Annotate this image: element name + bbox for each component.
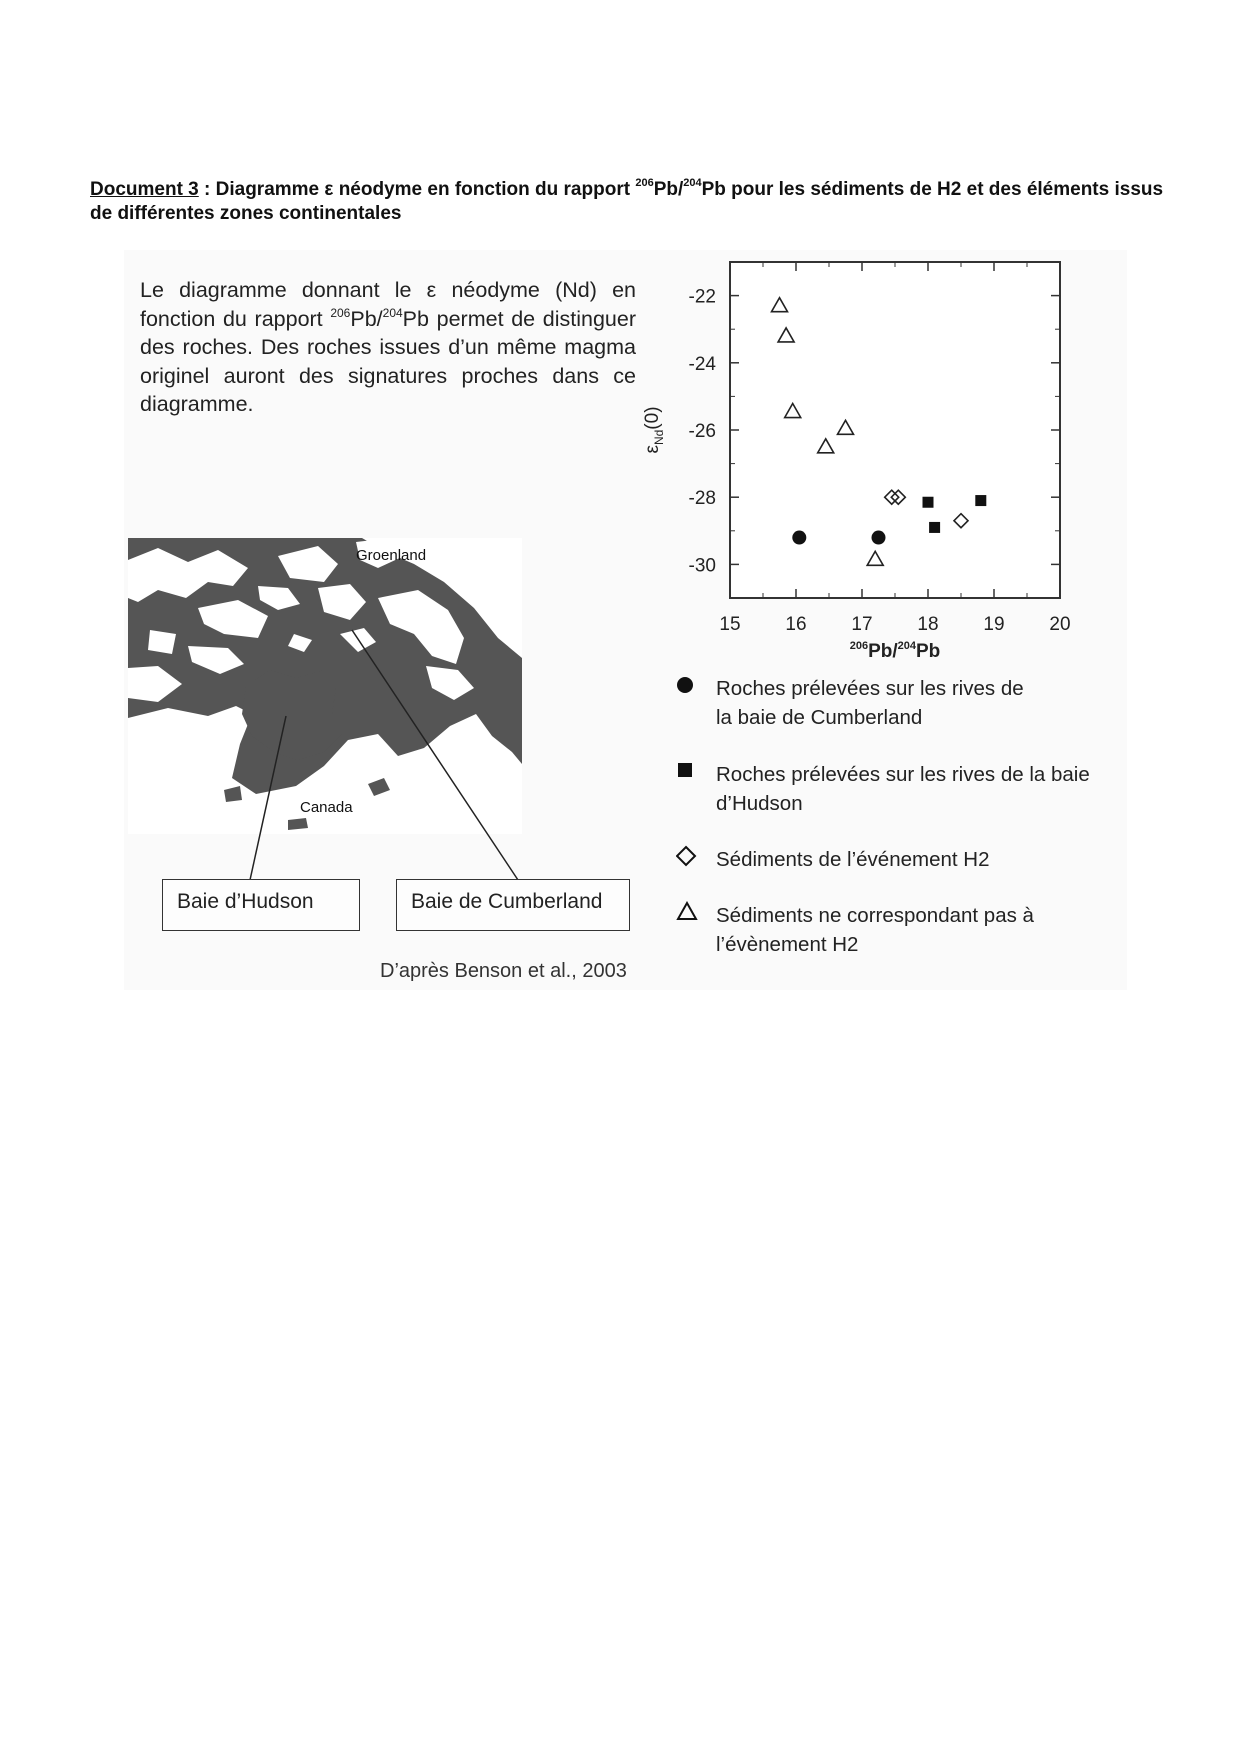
intro-part2: Pb permet de distinguer des roches. Des roches issues d’un même magma originel auront des signatures proches dans ce diagramme. — [140, 306, 636, 416]
connector-hudson — [250, 716, 286, 880]
x-label-iso-206: 206 — [849, 640, 869, 652]
title-pb-slash: Pb/ — [653, 179, 684, 200]
legend-triangle-marker — [676, 901, 706, 931]
x-tick-label: 18 — [917, 614, 939, 635]
label-box-hudson: Baie d’Hudson — [162, 879, 360, 931]
intro-part1: Le diagramme donnant le ε néodyme (Nd) en fonction du rapport — [140, 278, 636, 331]
legend-text-line1: Roches prélevées sur les rives de — [716, 677, 1024, 700]
intro-iso-206: 206 — [330, 305, 351, 320]
map-label-greenland: Groenland — [356, 547, 427, 564]
x-tick-label: 15 — [719, 614, 741, 635]
title-suffix: Pb pour les sédiments de H2 et des éléments issus de différentes zones continentales — [90, 179, 1164, 224]
x-label-pb: Pb — [916, 641, 941, 662]
x-tick-label: 19 — [983, 614, 1005, 635]
point-circle — [872, 531, 886, 545]
legend-item-diamond — [676, 845, 1146, 874]
title-prefix: : Diagramme ε néodyme en fonction du rapport — [198, 179, 636, 200]
legend-square-marker — [676, 760, 706, 790]
y-tick-label: -28 — [688, 488, 716, 510]
legend-item-circle — [676, 674, 1146, 732]
legend-text-line1: Roches prélevées sur les rives de la baie — [716, 763, 1090, 786]
y-tick-label: -24 — [688, 353, 716, 375]
x-tick-label: 20 — [1049, 614, 1071, 635]
map-label-canada: Canada — [300, 799, 353, 816]
intro-pb-slash: Pb/ — [350, 306, 383, 331]
x-tick-label: 16 — [785, 614, 807, 635]
title-iso-204: 204 — [683, 177, 702, 189]
document-label: Document 3 — [90, 179, 199, 200]
legend-text-line1: Sédiments ne correspondant pas à — [716, 904, 1034, 927]
y-axis-label — [642, 406, 666, 453]
legend-item-triangle — [676, 901, 1146, 959]
y-label-epsilon: ε — [642, 445, 663, 454]
label-box-cumberland: Baie de Cumberland — [396, 879, 630, 931]
x-label-iso-204: 204 — [897, 640, 916, 652]
legend-diamond-marker — [676, 845, 706, 875]
legend-text-line2: la baie de Cumberland — [716, 706, 923, 729]
title-iso-206: 206 — [635, 177, 654, 189]
y-label-zero: (0) — [642, 406, 663, 430]
y-tick-label: -22 — [688, 286, 716, 308]
point-square — [975, 495, 986, 506]
legend-text-line1: Sédiments de l’événement H2 — [716, 848, 990, 871]
scatter-chart — [640, 250, 1120, 670]
y-tick-label: -30 — [688, 555, 716, 577]
point-square — [929, 522, 940, 533]
point-square — [923, 497, 934, 508]
x-axis-label — [850, 640, 941, 662]
y-tick-label: -26 — [688, 421, 716, 442]
source-citation: D’après Benson et al., 2003 — [380, 960, 627, 982]
point-circle — [792, 531, 806, 545]
legend-circle-marker — [676, 674, 706, 704]
x-tick-label: 17 — [851, 614, 873, 635]
y-label-nd: Nd — [652, 429, 666, 446]
x-label-pb-slash: Pb/ — [868, 641, 898, 662]
legend-text-line2: d’Hudson — [716, 792, 803, 815]
legend-item-square — [676, 760, 1146, 818]
legend-text-line2: l’évènement H2 — [716, 933, 859, 956]
connector-cumberland — [352, 630, 518, 880]
intro-iso-204: 204 — [382, 305, 403, 320]
